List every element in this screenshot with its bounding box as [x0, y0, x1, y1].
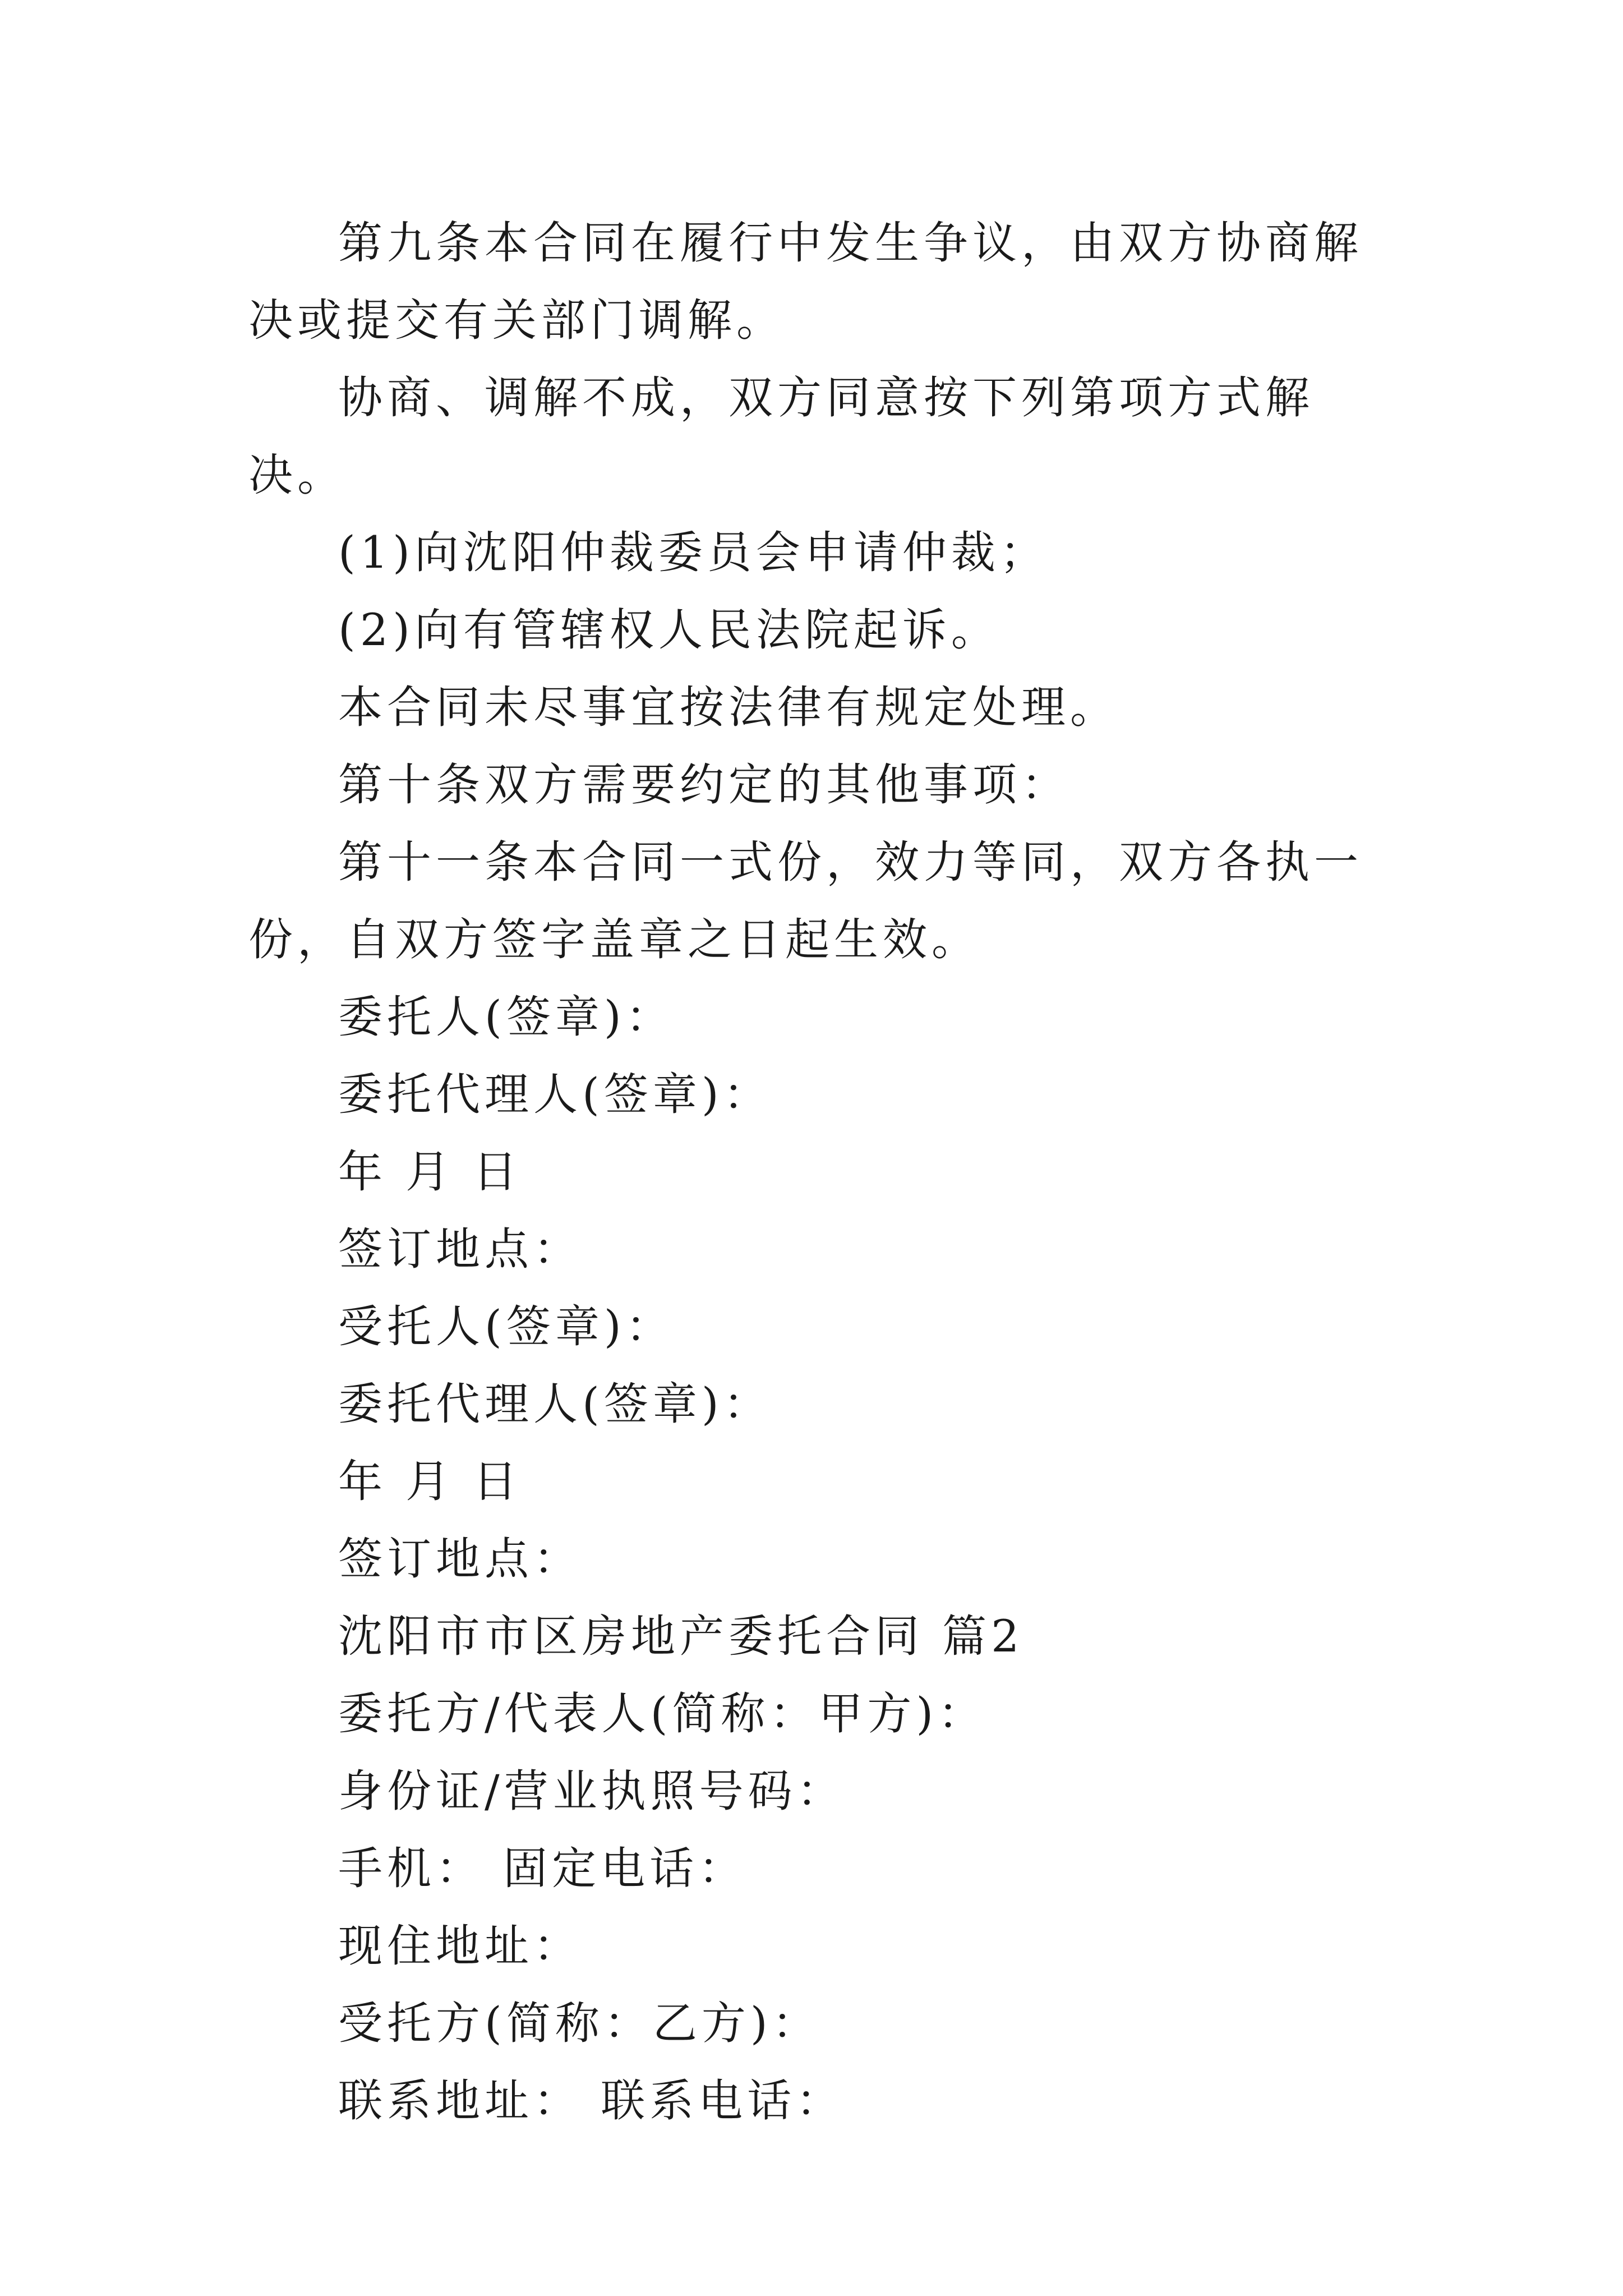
- signing-place-1: 签订地点：: [338, 1223, 582, 1275]
- field-principal: 委托方/代表人(简称：甲方)：: [338, 1688, 987, 1740]
- signature-trustee-agent: 委托代理人(签章)：: [338, 1378, 772, 1430]
- field-contact: 联系地址： 联系电话：: [338, 2075, 845, 2127]
- signature-principal: 委托人(签章)：: [338, 991, 675, 1043]
- paragraph-article-10: 第十条双方需要约定的其他事项：: [338, 759, 1070, 811]
- field-trustee: 受托方(简称：乙方)：: [338, 1998, 821, 2049]
- signature-principal-agent: 委托代理人(签章)：: [338, 1069, 772, 1120]
- paragraph-article-9: 第九条本合同在履行中发生争议，由双方协商解决或提交有关部门调解。: [248, 217, 1363, 346]
- document-body: [248, 204, 1389, 2139]
- signature-date-2: 年 月 日: [338, 1456, 522, 1507]
- signature-date-1: 年 月 日: [338, 1146, 522, 1198]
- paragraph-option-litigation: (2)向有管辖权人民法院起诉。: [338, 604, 1000, 656]
- paragraph-option-arbitration: (1)向沈阳仲裁委员会申请仲裁；: [338, 527, 1049, 578]
- paragraph-dispute-resolution: 协商、调解不成，双方同意按下列第项方式解决。: [248, 372, 1314, 501]
- signing-place-2: 签订地点：: [338, 1533, 582, 1585]
- field-phone: 手机： 固定电话：: [338, 1843, 748, 1894]
- paragraph-article-11: 第十一条本合同一式份，效力等同，双方各执一份，自双方签字盖章之日起生效。: [248, 836, 1363, 965]
- section-title-part-2: 沈阳市市区房地产委托合同 篇2: [338, 1611, 1024, 1662]
- signature-trustee: 受托人(签章)：: [338, 1301, 675, 1352]
- field-id-number: 身份证/营业执照号码：: [338, 1765, 846, 1817]
- field-current-address: 现住地址：: [338, 1920, 582, 1972]
- paragraph-unresolved-matters: 本合同未尽事宜按法律有规定处理。: [338, 682, 1119, 733]
